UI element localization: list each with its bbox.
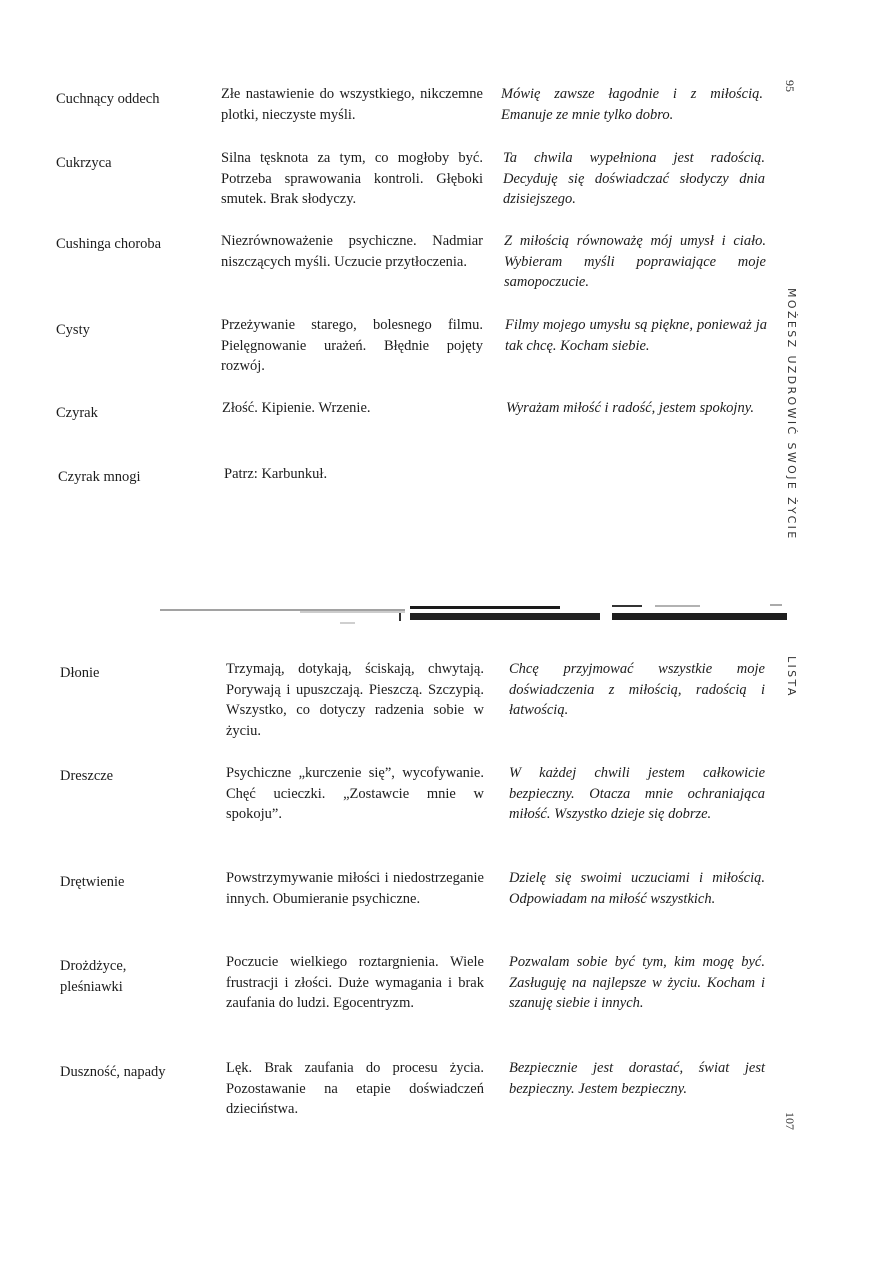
entry-affirmation: W każdej chwili jestem całkowicie bezpieczny. Otacza mnie ochraniająca miłość. Wszystko dzieje się dobrze. [509,765,765,822]
entry-term: Dłonie [60,665,100,681]
entry-cause: Psychiczne „kurczenie się”, wycofywanie. Chęć ucieczki. „Zostawcie mnie w spokoju”. [226,765,484,822]
entry-cause: Niezrównoważenie psychiczne. Nadmiar niszczących myśli. Uczucie przytłoczenia. [221,233,483,270]
entry-affirmation: Chcę przyjmować wszystkie moje doświadczenia z miłością, radością i łatwością. [509,661,765,718]
entry-term: Drętwienie [60,874,125,890]
entry-term: Czyrak [56,405,98,421]
entry-affirmation: Dzielę się swoimi uczuciami i miłością. Odpowiadam na miłość wszystkich. [509,870,765,907]
entry-term: Cushinga choroba [56,236,162,252]
running-header-lower: LISTA [785,656,798,698]
entry-affirmation: Wyrażam miłość i radość, jestem spokojny. [506,400,754,416]
entry-cause: Trzymają, dotykają, ściskają, chwytają. Porywają i upuszczają. Pieszczą. Szczypią. Wszystko, co dotyczy radzenia sobie w życiu. [226,661,484,739]
entry-term: Czyrak mnogi [58,469,141,485]
entry-affirmation: Filmy mojego umysłu są piękne, ponieważ ja tak chcę. Kocham siebie. [505,317,767,354]
running-header-upper: MOŻESZ UZDROWIĆ SWOJE ŻYCIE [785,288,798,541]
section-divider [0,595,893,635]
entry-term: Drożdżyce, pleśniawki [60,958,127,995]
divider-graphic [0,595,893,635]
entry-term: Cysty [56,322,90,338]
entry-cause: Poczucie wielkiego roztargnienia. Wiele frustracji i złości. Duże wymagania i brak zaufania do ludzi. Egocentryzm. [226,954,484,1011]
entry-affirmation: Ta chwila wypełniona jest radością. Decyduję się doświadczać słodyczy dnia dzisiejszego. [503,150,765,207]
entry-cause: Przeżywanie starego, bolesnego filmu. Pielęgnowanie urażeń. Błędnie pojęty rozwój. [221,317,483,374]
entry-cause: Silna tęsknota za tym, co mogłoby być. Potrzeba sprawowania kontroli. Głęboki smutek. Brak słodyczy. [221,150,483,207]
entry-term: Cukrzyca [56,155,112,171]
entry-affirmation: Bezpiecznie jest dorastać, świat jest bezpieczny. Jestem bezpieczny. [509,1060,765,1097]
entry-cause: Złe nastawienie do wszystkiego, nikczemne plotki, nieczyste myśli. [221,86,483,123]
page-number-lower: 107 [783,1112,797,1130]
entry-affirmation: Mówię zawsze łagodnie i z miłością. Emanuje ze mnie tylko dobro. [501,86,763,123]
entry-term: Cuchnący oddech [56,91,160,107]
entry-term: Duszność, napady [60,1064,166,1080]
page-number-upper: 95 [783,80,797,92]
entry-cause: Lęk. Brak zaufania do procesu życia. Pozostawanie na etapie doświadczeń dzieciństwa. [226,1060,484,1117]
entry-cause: Patrz: Karbunkuł. [224,466,328,482]
entry-cause: Powstrzymywanie miłości i niedostrzeganie innych. Obumieranie psychiczne. [226,870,484,907]
entry-affirmation: Pozwalam sobie być tym, kim mogę być. Zasługuję na najlepsze w życiu. Kocham i szanuję siebie i innych. [509,954,765,1011]
entry-term: Dreszcze [60,768,114,784]
entry-affirmation: Z miłością równoważę mój umysł i ciało. Wybieram myśli poprawiające moje samopoczucie. [504,233,766,290]
entry-cause: Złość. Kipienie. Wrzenie. [222,400,371,416]
